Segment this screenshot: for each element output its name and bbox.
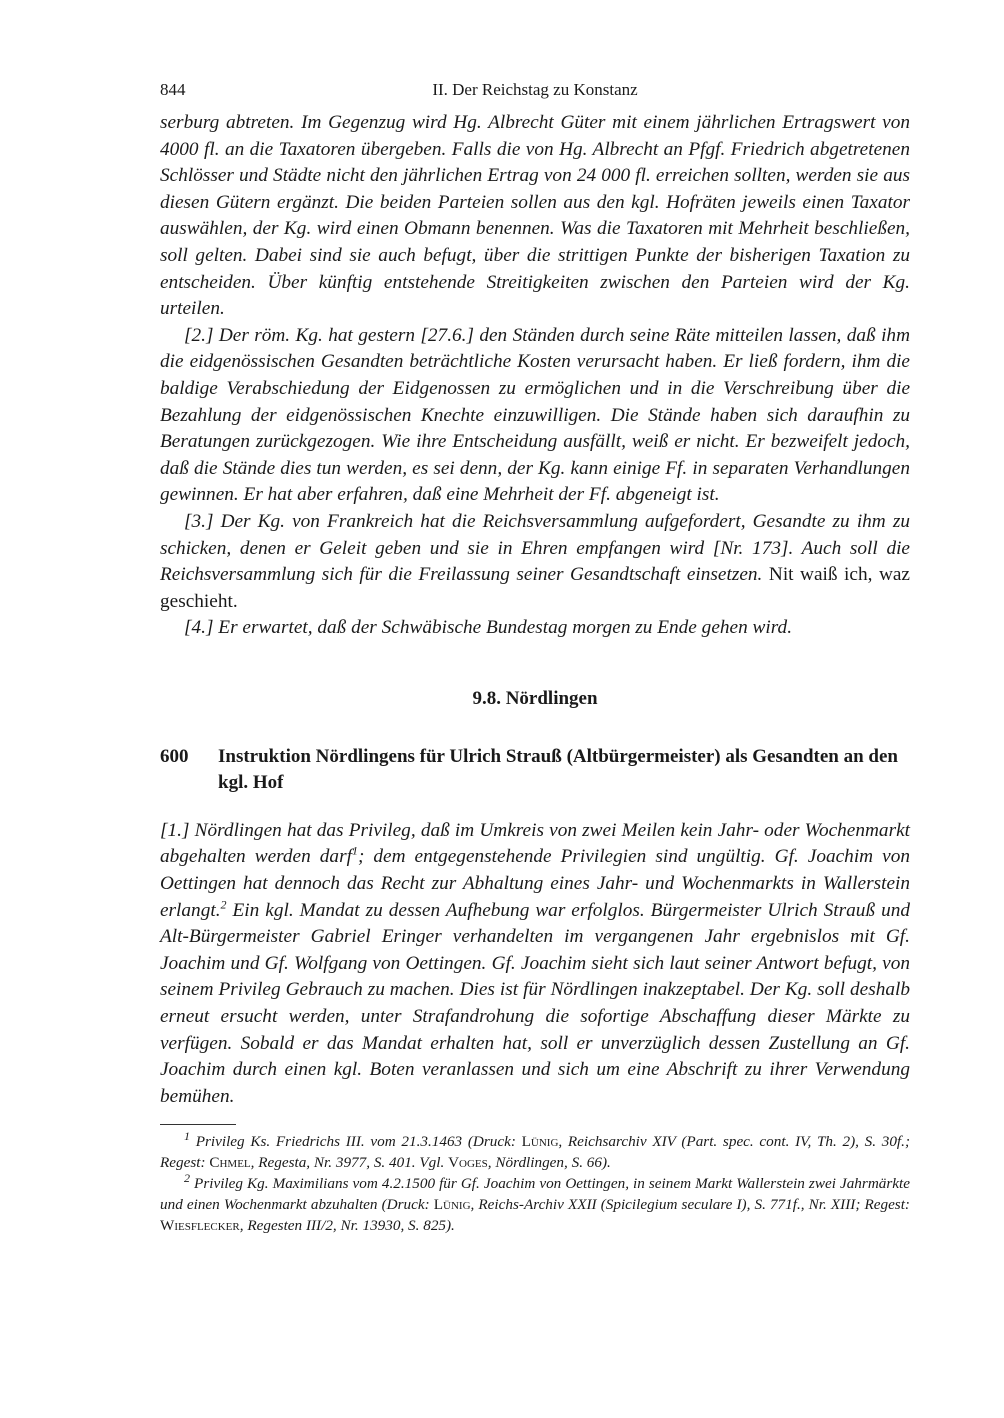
author-name: Lünig bbox=[521, 1133, 559, 1151]
body-text: Ein kgl. Mandat zu dessen Aufhebung war erfolglos. Bürgermeister Ulrich Strauß und Alt-Bürgermeister Gabriel Eringer verhandelten im vergangenen Jahr ergebnislos mit Gf. Joachim und Gf. Wolfgang von Oettingen. Gf. Joachim sieht sich laut seiner Antwort befugt, von seinem Privileg Gebrauch zu machen. Dies ist für Nördlingen inakzeptabel. Der Kg. soll deshalb erneut ersucht werden, unter Strafandrohung die sofortige Abschaffung dieser Märkte zu verfügen. Sobald er das Mandat erhalten hat, soll er unverzüglich dessen Zustellung an Gf. Joachim durch einen kgl. Boten veranlassen und sich um eine Abschrift zu ihrer Verwendung bemühen. bbox=[160, 899, 910, 1107]
author-name: Wiesflecker bbox=[160, 1217, 240, 1235]
footnote-ref-2: 2 bbox=[220, 897, 227, 912]
footnote-text: , Regesten III/2, Nr. 13930, S. 825). bbox=[239, 1217, 455, 1235]
document-page bbox=[160, 80, 910, 1236]
page-number: 844 bbox=[160, 80, 186, 99]
paragraph-text: [3.] Der Kg. von Frankreich hat die Reichsversammlung aufgefordert, Gesandte zu ihm zu schicken, denen er Geleit geben und sie in Ehren empfangen wird [Nr. 173]. Auch soll die Reichsversammlung sich für die Freilassung seiner Gesandtschaft einsetzen. bbox=[160, 510, 910, 586]
footnote-text: Privileg Ks. Friedrichs III. vom 21.3.1463 (Druck: bbox=[190, 1133, 522, 1151]
paragraph-3 bbox=[160, 509, 910, 615]
footnote-mark: 2 bbox=[184, 1171, 190, 1186]
paragraph-continued bbox=[160, 110, 910, 323]
paragraph-text: serburg abtreten. Im Gegenzug wird Hg. Albrecht Güter mit einem jährlichen Ertragswert von 4000 fl. an die Taxatoren übergeben. Falls die von Hg. Albrecht an Pfgf. Friedrich abgetretenen Schlösser und Städte nicht den jährlichen Ertrag von 24 000 fl. erreichen sollten, werden sie aus diesen Gütern ergänzt. Die beiden Parteien sollen aus den kgl. Hofräten jeweils einen Taxator auswählen, der Kg. wird einen Obmann benennen. Was die Taxatoren mit Mehrheit beschließen, soll gelten. Dabei sind sie auch befugt, über die strittigen Punkte der bisherigen Taxation zu entscheiden. Über künftig entstehende Streitigkeiten zwischen den Parteien wird der Kg. urteilen. bbox=[160, 112, 910, 320]
author-name: Voges bbox=[448, 1154, 488, 1172]
document-title: Instruktion Nördlingens für Ulrich Strauß (Altbürgermeister) als Gesandten an den kgl. Hof bbox=[218, 745, 898, 793]
running-head bbox=[160, 80, 910, 110]
footnote-mark: 1 bbox=[184, 1129, 190, 1144]
author-name: Chmel bbox=[209, 1154, 251, 1172]
running-title: II. Der Reichstag zu Konstanz bbox=[432, 80, 638, 99]
footnote-2 bbox=[160, 1173, 910, 1236]
footnote-text: Privileg Kg. Maximilians vom 4.2.1500 für Gf. Joachim von Oettingen, in seinem Markt Wallerstein zwei Jahrmärkte und einen Wochenmarkt abzuhalten (Druck: bbox=[160, 1175, 910, 1214]
body-text: ; dem entgegenstehende Privilegien sind ungültig. Gf. Joachim von Oettingen hat dennoch das Recht zur Abhaltung eines Jahr- und Wochenmarkts in Wallerstein erlangt. bbox=[160, 846, 910, 921]
section-heading: 9.8. Nördlingen bbox=[472, 687, 598, 709]
paragraph-text: [4.] Er erwartet, daß der Schwäbische Bundestag morgen zu Ende gehen wird. bbox=[184, 617, 793, 639]
body-text: [1.] Nördlingen hat das Privileg, daß im Umkreis von zwei Meilen kein Jahr- oder Wochenmarkt abgehalten werden darf bbox=[160, 819, 910, 868]
paragraph-text: [2.] Der röm. Kg. hat gestern [27.6.] den Ständen durch seine Räte mitteilen lassen, daß ihm die eidgenössischen Gesandten beträchtliche Kosten verursacht haben. Er ließ fordern, ihm die baldige Verabschiedung der Eidgenossen zu ermöglichen und in die Verschreibung über die Bezahlung der eidgenössischen Knechte einzuwilligen. Die Stände haben sich daraufhin zu Beratungen zurückgezogen. Wie ihre Entscheidung ausfällt, weiß er nicht. Er bezweifelt jedoch, daß die Stände dies tun werden, es sei denn, der Kg. kann einige Ff. in separaten Verhandlungen gewinnen. Er hat aber erfahren, daß eine Mehrheit der Ff. abgeneigt ist. bbox=[160, 324, 910, 506]
footnote-text: , Nördlingen, S. 66). bbox=[487, 1154, 611, 1172]
footnote-text: , Reichs-Archiv XXII (Spicilegium seculare I), S. 771f., Nr. XIII; Regest: bbox=[470, 1196, 910, 1214]
footnote-1 bbox=[160, 1131, 910, 1173]
quoted-text: Nit waiß ich, waz geschieht. bbox=[160, 564, 910, 612]
footnote-ref-1: 1 bbox=[351, 844, 358, 859]
footnote-text: , Regesta, Nr. 3977, S. 401. Vgl. bbox=[250, 1154, 449, 1172]
footnote-text: , Reichsarchiv XIV (Part. spec. cont. IV, Th. 2), S. 30f.; Regest: bbox=[160, 1133, 911, 1172]
author-name: Lünig bbox=[433, 1196, 471, 1214]
document-heading bbox=[160, 744, 910, 796]
footnote-rule bbox=[160, 1124, 236, 1125]
document-number: 600 bbox=[160, 745, 189, 767]
document-body bbox=[160, 818, 910, 1111]
paragraph-4 bbox=[160, 615, 910, 642]
paragraph-2 bbox=[160, 323, 910, 509]
